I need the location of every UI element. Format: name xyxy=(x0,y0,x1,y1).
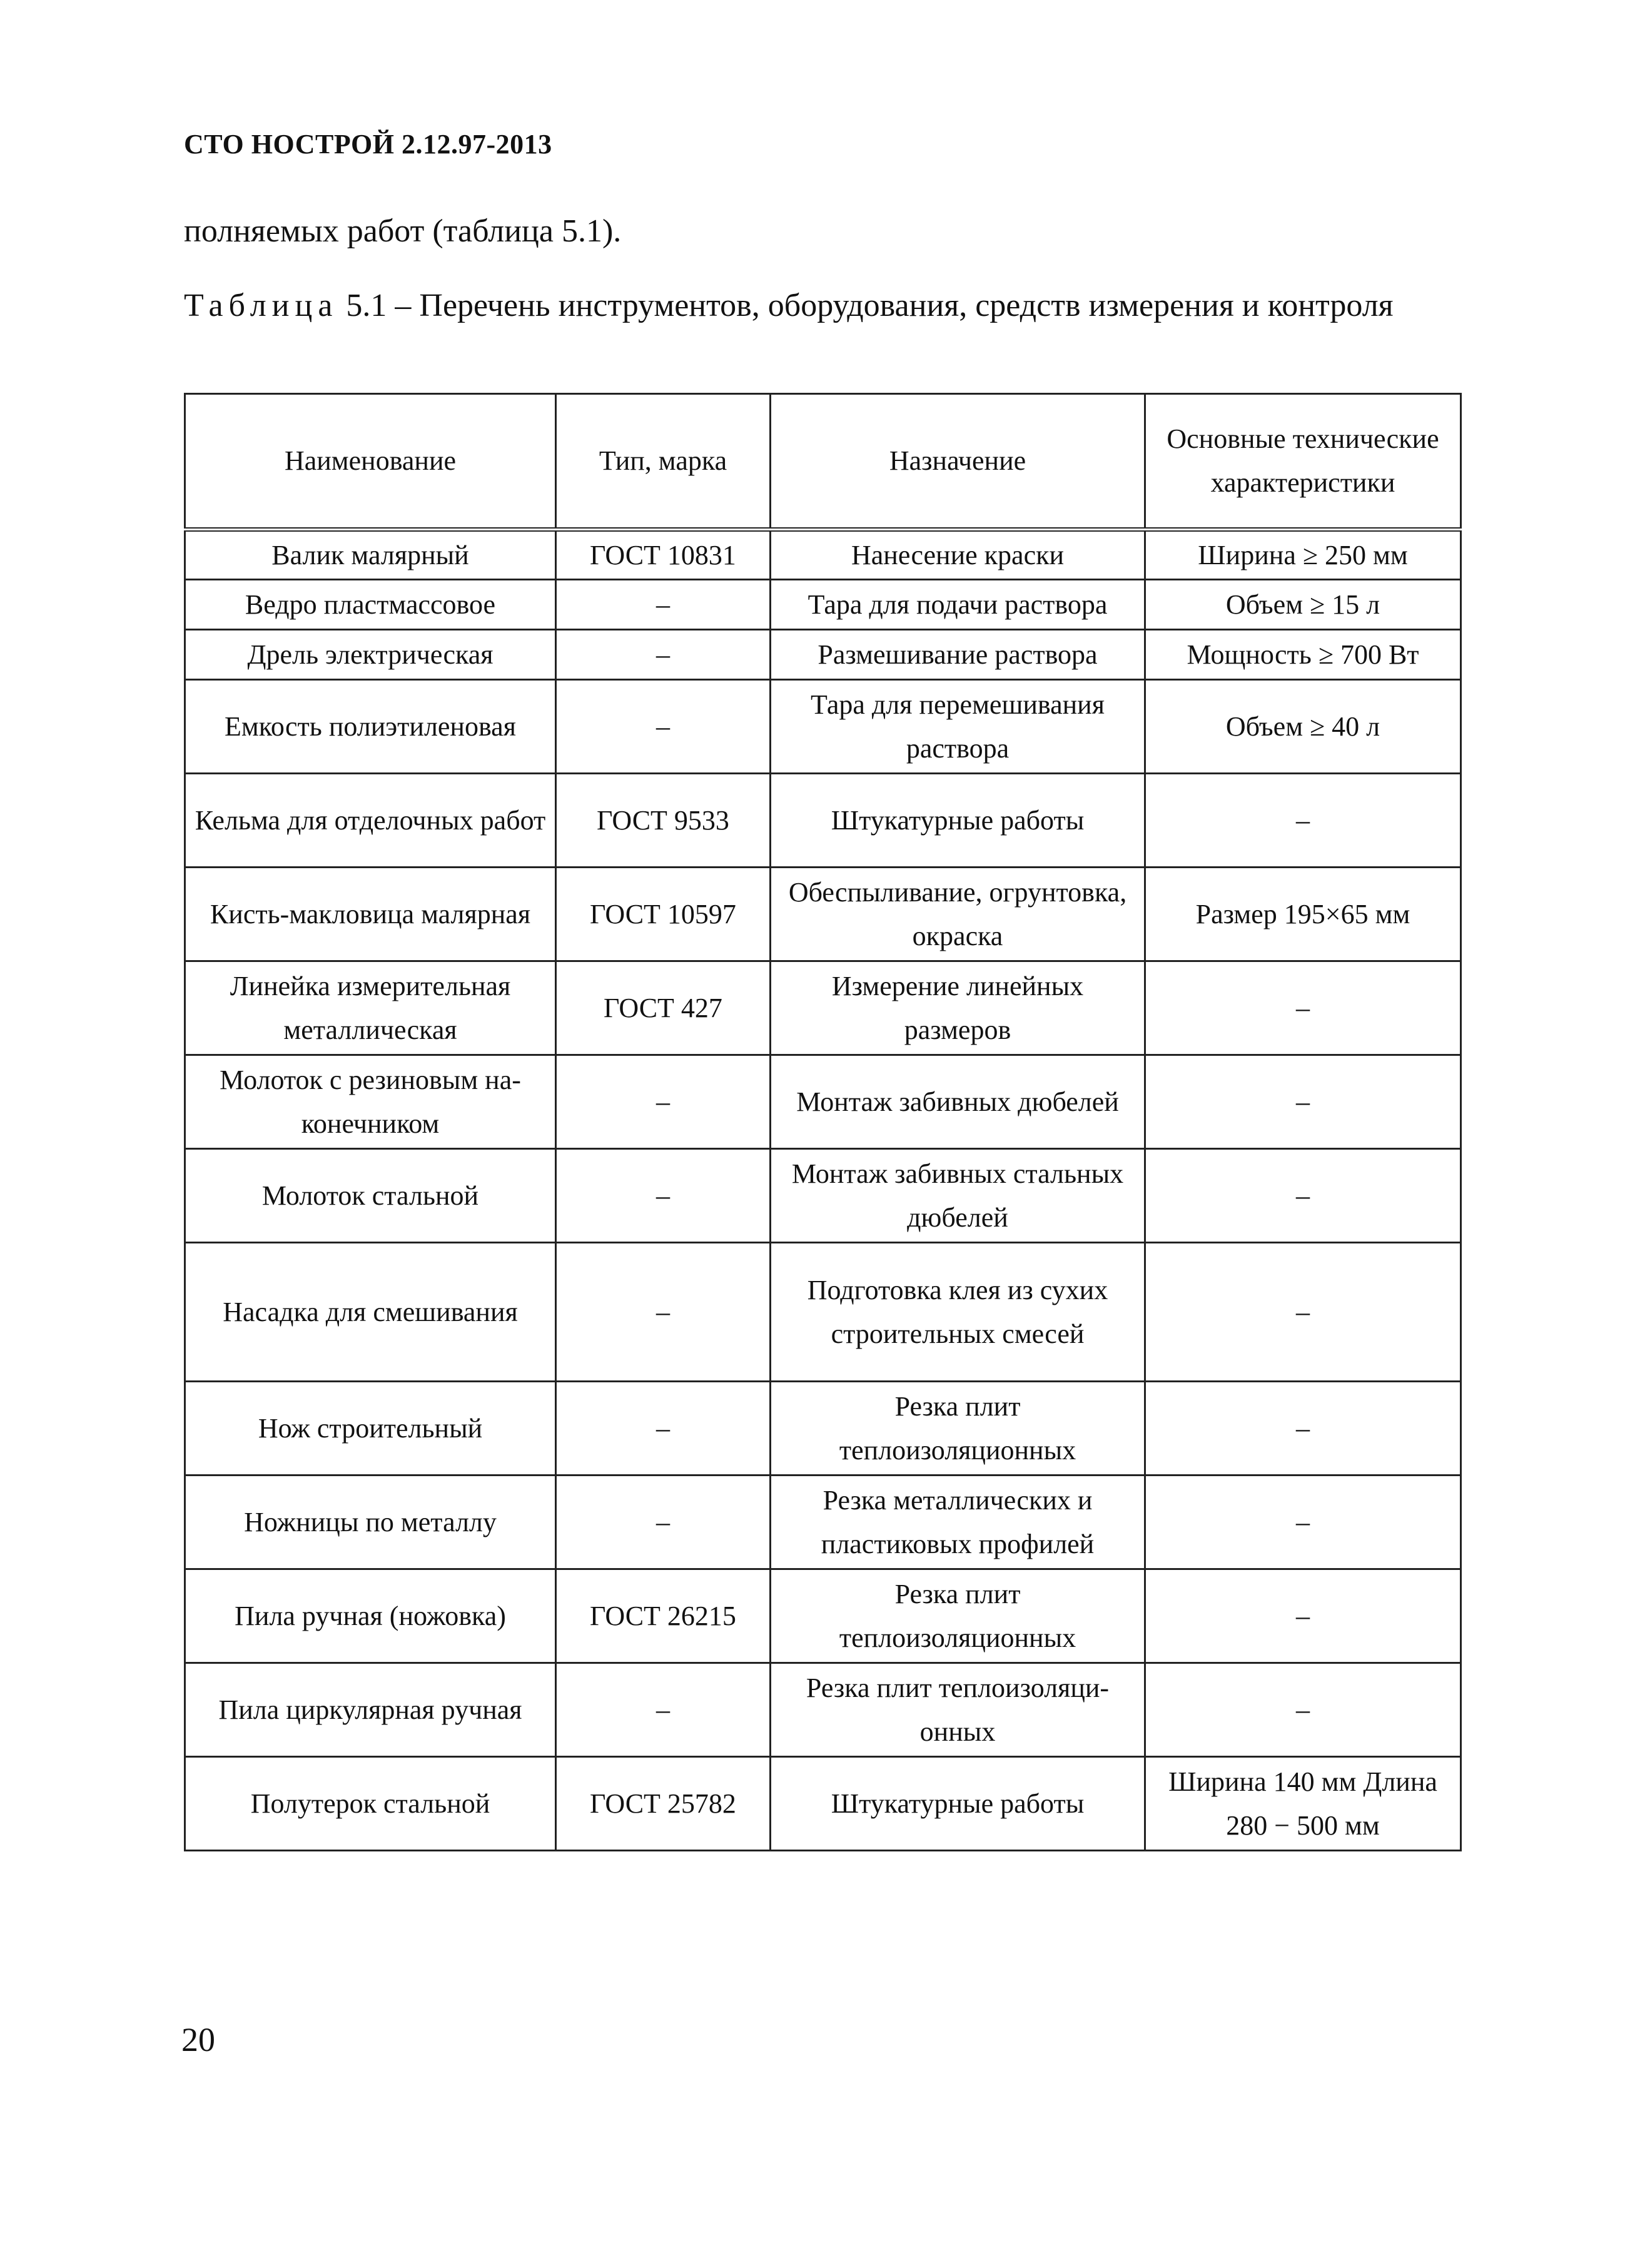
column-header-specs: Основные технические характеристики xyxy=(1145,394,1461,530)
page-number: 20 xyxy=(181,2021,215,2058)
cell-name: Линейка измерительная металлическая xyxy=(185,961,556,1055)
cell-type: – xyxy=(556,1243,771,1382)
table-row xyxy=(185,1149,1461,1243)
cell-name: Дрель электрическая xyxy=(185,630,556,680)
cell-name: Нож строительный xyxy=(185,1382,556,1476)
cell-purpose: Штукатурные работы xyxy=(771,774,1145,868)
cell-type: ГОСТ 9533 xyxy=(556,774,771,868)
cell-purpose: Нанесение краски xyxy=(771,530,1145,580)
table-row xyxy=(185,774,1461,868)
cell-name: Молоток стальной xyxy=(185,1149,556,1243)
cell-purpose: Размешивание раствора xyxy=(771,630,1145,680)
table-caption-text: 5.1 – Перечень инструментов, оборудования, средств измерения и контроля xyxy=(346,288,1394,323)
cell-specs: – xyxy=(1145,1569,1461,1663)
table-row xyxy=(185,1569,1461,1663)
cell-purpose: Резка плит теплоизоляционных xyxy=(771,1382,1145,1476)
cell-purpose: Резка плит теплоизоляционных xyxy=(771,1569,1145,1663)
cell-specs: – xyxy=(1145,1476,1461,1569)
cell-name: Насадка для смешивания xyxy=(185,1243,556,1382)
cell-type: ГОСТ 25782 xyxy=(556,1757,771,1851)
cell-purpose: Штукатурные работы xyxy=(771,1757,1145,1851)
cell-type: ГОСТ 427 xyxy=(556,961,771,1055)
cell-type: – xyxy=(556,1149,771,1243)
tools-table xyxy=(184,393,1462,1851)
table-row xyxy=(185,630,1461,680)
table-row xyxy=(185,1757,1461,1851)
cell-purpose: Монтаж забивных дюбелей xyxy=(771,1055,1145,1149)
cell-name: Кисть-макловица малярная xyxy=(185,868,556,961)
table-caption xyxy=(184,275,1460,337)
cell-name: Ножницы по металлу xyxy=(185,1476,556,1569)
column-header-name: Наименование xyxy=(185,394,556,530)
column-header-purpose: Назначение xyxy=(771,394,1145,530)
cell-type: – xyxy=(556,1055,771,1149)
cell-name: Валик малярный xyxy=(185,530,556,580)
cell-purpose: Подготовка клея из сухих строительных смесей xyxy=(771,1243,1145,1382)
cell-specs: – xyxy=(1145,1382,1461,1476)
cell-type: – xyxy=(556,580,771,630)
cell-name: Кельма для отделочных работ xyxy=(185,774,556,868)
table-row xyxy=(185,530,1461,580)
table-row xyxy=(185,1476,1461,1569)
table-row xyxy=(185,1663,1461,1757)
table-row xyxy=(185,868,1461,961)
cell-specs: Ширина 140 мм Длина 280 − 500 мм xyxy=(1145,1757,1461,1851)
cell-name: Молоток с резиновым на-конечником xyxy=(185,1055,556,1149)
cell-purpose: Резка металлических и пластиковых профилей xyxy=(771,1476,1145,1569)
cell-type: ГОСТ 26215 xyxy=(556,1569,771,1663)
cell-purpose: Измерение линейных размеров xyxy=(771,961,1145,1055)
cell-specs: Мощность ≥ 700 Вт xyxy=(1145,630,1461,680)
table-row xyxy=(185,680,1461,774)
document-code-header: СТО НОСТРОЙ 2.12.97-2013 xyxy=(184,129,552,159)
cell-type: – xyxy=(556,1663,771,1757)
cell-name: Емкость полиэтиленовая xyxy=(185,680,556,774)
cell-specs: Объем ≥ 15 л xyxy=(1145,580,1461,630)
cell-purpose: Монтаж забивных стальных дюбелей xyxy=(771,1149,1145,1243)
table-body xyxy=(185,530,1461,1851)
table-caption-lead: Таблица xyxy=(184,288,338,323)
intro-text: полняемых работ (таблица 5.1). xyxy=(184,213,622,249)
cell-specs: – xyxy=(1145,774,1461,868)
cell-type: – xyxy=(556,1382,771,1476)
cell-type: ГОСТ 10597 xyxy=(556,868,771,961)
table-row xyxy=(185,1243,1461,1382)
cell-type: – xyxy=(556,630,771,680)
cell-type: – xyxy=(556,680,771,774)
cell-specs: – xyxy=(1145,961,1461,1055)
cell-specs: – xyxy=(1145,1243,1461,1382)
cell-name: Ведро пластмассовое xyxy=(185,580,556,630)
cell-type: ГОСТ 10831 xyxy=(556,530,771,580)
column-header-type: Тип, марка xyxy=(556,394,771,530)
table-row xyxy=(185,961,1461,1055)
table-row xyxy=(185,1382,1461,1476)
table-header-row xyxy=(185,394,1461,530)
cell-specs: Объем ≥ 40 л xyxy=(1145,680,1461,774)
cell-specs: Размер 195×65 мм xyxy=(1145,868,1461,961)
cell-purpose: Тара для подачи раствора xyxy=(771,580,1145,630)
cell-type: – xyxy=(556,1476,771,1569)
cell-name: Полутерок стальной xyxy=(185,1757,556,1851)
cell-specs: – xyxy=(1145,1055,1461,1149)
cell-specs: Ширина ≥ 250 мм xyxy=(1145,530,1461,580)
cell-name: Пила ручная (ножовка) xyxy=(185,1569,556,1663)
cell-specs: – xyxy=(1145,1149,1461,1243)
cell-name: Пила циркулярная ручная xyxy=(185,1663,556,1757)
table-row xyxy=(185,580,1461,630)
cell-purpose: Обеспыливание, огрунтовка, окраска xyxy=(771,868,1145,961)
cell-purpose: Резка плит теплоизоляци-онных xyxy=(771,1663,1145,1757)
cell-purpose: Тара для перемешивания раствора xyxy=(771,680,1145,774)
cell-specs: – xyxy=(1145,1663,1461,1757)
table-row xyxy=(185,1055,1461,1149)
